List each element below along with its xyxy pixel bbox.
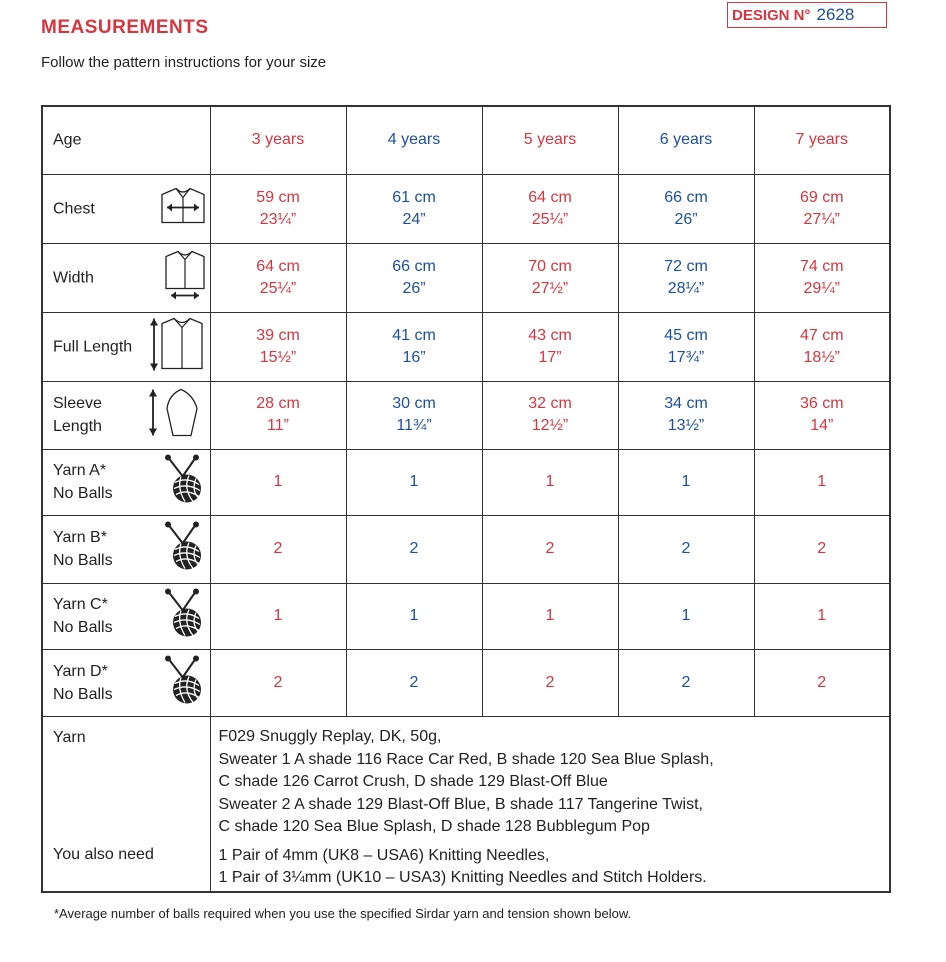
- value-secondary: 25¼”: [531, 210, 569, 228]
- row-label: [53, 526, 113, 572]
- table-row: [42, 243, 890, 312]
- row-label: [53, 593, 113, 639]
- value-primary: 2: [273, 673, 283, 691]
- table-cell: [618, 515, 754, 583]
- size-column-header: 7 years: [754, 106, 890, 174]
- value-primary: 64 cm: [528, 188, 572, 206]
- value-secondary: 27¼”: [803, 210, 840, 228]
- table-cell: [210, 583, 346, 649]
- value-secondary: 23¼”: [259, 210, 297, 228]
- value-primary: 2: [273, 540, 283, 557]
- yarn-details-row: [42, 716, 890, 892]
- row-label-line-1: Sleeve: [53, 395, 102, 412]
- row-label-line-1: Yarn B*: [53, 529, 107, 546]
- value-secondary: 26”: [402, 279, 426, 297]
- value-primary: 61 cm: [392, 188, 436, 206]
- value-secondary: 11”: [267, 417, 289, 434]
- value-secondary: 27½”: [531, 279, 569, 297]
- row-label-line-1: Yarn A*: [53, 462, 107, 479]
- value-primary: 34 cm: [664, 395, 708, 412]
- sleeve-measure-icon: [147, 387, 203, 444]
- table-row: [42, 449, 890, 515]
- value-primary: 2: [409, 540, 419, 557]
- table-cell: [754, 515, 890, 583]
- value-primary: 32 cm: [528, 395, 572, 412]
- row-label-line-1: Full Length: [53, 338, 133, 355]
- chest-measure-icon: [158, 185, 208, 232]
- table-cell: [618, 649, 754, 716]
- size-column-header: 6 years: [618, 106, 754, 174]
- value-secondary: 24”: [402, 210, 426, 228]
- table-cell: [482, 515, 618, 583]
- table-cell: [754, 312, 890, 381]
- table-cell: [618, 312, 754, 381]
- also-need-line: 1 Pair of 4mm (UK8 – USA6) Knitting Needles,: [218, 846, 550, 864]
- value-primary: 39 cm: [256, 326, 300, 344]
- value-secondary: 14”: [810, 417, 834, 434]
- row-label-cell: [42, 243, 210, 312]
- design-number: 2628: [816, 5, 855, 24]
- value-primary: 1: [409, 473, 419, 490]
- row-label-line-2: No Balls: [53, 619, 113, 636]
- value-primary: 41 cm: [392, 326, 436, 344]
- row-label-line-1: Width: [53, 269, 94, 286]
- table-row: [42, 583, 890, 649]
- value-primary: 1: [817, 473, 827, 490]
- table-row: [42, 312, 890, 381]
- yarn-label: Yarn: [53, 728, 86, 746]
- yarn-line: Sweater 1 A shade 116 Race Car Red, B shade 120 Sea Blue Splash,: [218, 750, 714, 768]
- length-measure-icon: [148, 314, 206, 379]
- row-label-cell: [42, 449, 210, 515]
- table-cell: [210, 243, 346, 312]
- table-cell: [482, 243, 618, 312]
- table-cell: [346, 381, 482, 449]
- value-secondary: 25¼”: [259, 279, 297, 297]
- row-label: [53, 335, 132, 358]
- row-label-cell: [42, 583, 210, 649]
- footnote: *Average number of balls required when you use the specified Sirdar yarn and tension shown below.: [54, 906, 632, 921]
- row-label-cell: [42, 515, 210, 583]
- table-cell: [210, 649, 346, 716]
- value-primary: 74 cm: [799, 257, 844, 275]
- value-primary: 28 cm: [256, 395, 300, 412]
- yarn-ball-icon: [163, 522, 207, 577]
- value-primary: 66 cm: [664, 188, 708, 206]
- row-label: [53, 392, 102, 438]
- table-cell: [346, 649, 482, 716]
- value-primary: 45 cm: [664, 326, 708, 344]
- value-secondary: 16”: [402, 348, 426, 366]
- value-primary: 66 cm: [392, 257, 436, 275]
- table-cell: [618, 381, 754, 449]
- width-measure-icon: [160, 248, 210, 307]
- table-cell: [618, 449, 754, 515]
- subtitle: Follow the pattern instructions for your size: [41, 54, 327, 71]
- row-label-line-1: Chest: [53, 200, 95, 217]
- value-primary: 1: [817, 607, 827, 624]
- value-primary: 2: [681, 673, 691, 691]
- table-row: [42, 381, 890, 449]
- table-cell: [482, 583, 618, 649]
- table-cell: [346, 515, 482, 583]
- also-need-label: You also need: [53, 845, 154, 863]
- table-cell: [346, 243, 482, 312]
- value-primary: 1: [545, 607, 555, 624]
- table-cell: [618, 174, 754, 243]
- value-secondary: 26”: [674, 210, 698, 228]
- row-label-cell: [42, 649, 210, 716]
- age-label-cell: [42, 106, 210, 174]
- yarn-line: F029 Snuggly Replay, DK, 50g,: [218, 728, 442, 745]
- table-cell: [618, 243, 754, 312]
- value-secondary: 17”: [538, 348, 562, 366]
- row-label: [53, 266, 94, 289]
- value-primary: 2: [409, 673, 419, 691]
- table-cell: [346, 449, 482, 515]
- yarn-ball-icon: [163, 589, 207, 644]
- row-label-line-2: No Balls: [53, 552, 113, 569]
- value-primary: 1: [545, 473, 555, 490]
- table-cell: [346, 583, 482, 649]
- value-primary: 30 cm: [392, 395, 436, 412]
- value-primary: 1: [681, 607, 691, 624]
- size-column-header: 4 years: [346, 106, 482, 174]
- value-secondary: 12½”: [531, 417, 569, 434]
- value-secondary: 13½”: [667, 417, 705, 434]
- value-primary: 2: [545, 673, 555, 691]
- table-cell: [210, 449, 346, 515]
- row-label: [53, 660, 113, 706]
- value-secondary: 29¼”: [803, 279, 840, 297]
- yarn-line: C shade 126 Carrot Crush, D shade 129 Blast-Off Blue: [218, 773, 608, 790]
- value-primary: 47 cm: [799, 326, 844, 344]
- value-secondary: 11¾”: [396, 417, 432, 434]
- row-label-line-1: Yarn C*: [53, 596, 108, 613]
- row-label-line-2: No Balls: [53, 685, 113, 703]
- yarn-label-cell: [42, 716, 210, 892]
- value-primary: 1: [273, 473, 283, 490]
- table-row: [42, 649, 890, 716]
- table-cell: [754, 649, 890, 716]
- value-primary: 69 cm: [799, 188, 844, 206]
- value-primary: 2: [545, 540, 555, 557]
- table-cell: [754, 243, 890, 312]
- page-title: MEASUREMENTS: [41, 17, 209, 38]
- row-label: [53, 459, 113, 505]
- value-secondary: 28¼”: [667, 279, 705, 297]
- value-primary: 59 cm: [256, 188, 300, 206]
- table-cell: [482, 449, 618, 515]
- value-primary: 1: [409, 607, 419, 624]
- row-label-line-1: Yarn D*: [53, 662, 108, 680]
- design-number-box: [727, 2, 887, 28]
- row-label-cell: [42, 174, 210, 243]
- table-cell: [210, 174, 346, 243]
- value-primary: 36 cm: [799, 395, 844, 412]
- table-row: [42, 515, 890, 583]
- table-cell: [210, 381, 346, 449]
- value-primary: 64 cm: [256, 257, 300, 275]
- value-primary: 43 cm: [528, 326, 572, 344]
- table-cell: [210, 312, 346, 381]
- table-cell: [754, 449, 890, 515]
- table-cell: [210, 515, 346, 583]
- measurements-table: [41, 105, 891, 893]
- value-secondary: 17¾”: [667, 348, 705, 366]
- value-primary: 1: [273, 607, 283, 624]
- size-column-header: 5 years: [482, 106, 618, 174]
- table-cell: [346, 312, 482, 381]
- yarn-ball-icon: [163, 455, 207, 510]
- value-primary: 2: [817, 540, 827, 557]
- age-header-row: [42, 106, 890, 174]
- table-cell: [482, 174, 618, 243]
- row-label-cell: [42, 381, 210, 449]
- row-label-line-2: Length: [53, 418, 102, 435]
- table-cell: [754, 174, 890, 243]
- yarn-line: C shade 120 Sea Blue Splash, D shade 128 Bubblegum Pop: [218, 818, 650, 835]
- value-primary: 70 cm: [528, 257, 572, 275]
- value-primary: 72 cm: [664, 257, 708, 275]
- row-label-line-2: No Balls: [53, 485, 113, 502]
- also-need-line: 1 Pair of 3¼mm (UK10 – USA3) Knitting Needles and Stitch Holders.: [218, 869, 707, 886]
- table-cell: [754, 381, 890, 449]
- value-secondary: 18½”: [803, 348, 840, 366]
- value-primary: 2: [817, 673, 827, 691]
- row-label: [53, 197, 95, 220]
- age-label: Age: [53, 131, 82, 149]
- table-row: [42, 174, 890, 243]
- value-secondary: 15½”: [259, 348, 297, 366]
- design-label: DESIGN N°: [732, 6, 811, 24]
- value-primary: 1: [681, 473, 691, 490]
- table-cell: [618, 583, 754, 649]
- yarn-ball-icon: [163, 655, 207, 710]
- table-cell: [482, 312, 618, 381]
- size-column-header: 3 years: [210, 106, 346, 174]
- table-cell: [482, 381, 618, 449]
- row-label-cell: [42, 312, 210, 381]
- value-primary: 2: [681, 540, 691, 557]
- table-cell: [346, 174, 482, 243]
- yarn-line: Sweater 2 A shade 129 Blast-Off Blue, B shade 117 Tangerine Twist,: [218, 795, 703, 813]
- yarn-details-cell: [210, 716, 890, 892]
- table-cell: [754, 583, 890, 649]
- table-cell: [482, 649, 618, 716]
